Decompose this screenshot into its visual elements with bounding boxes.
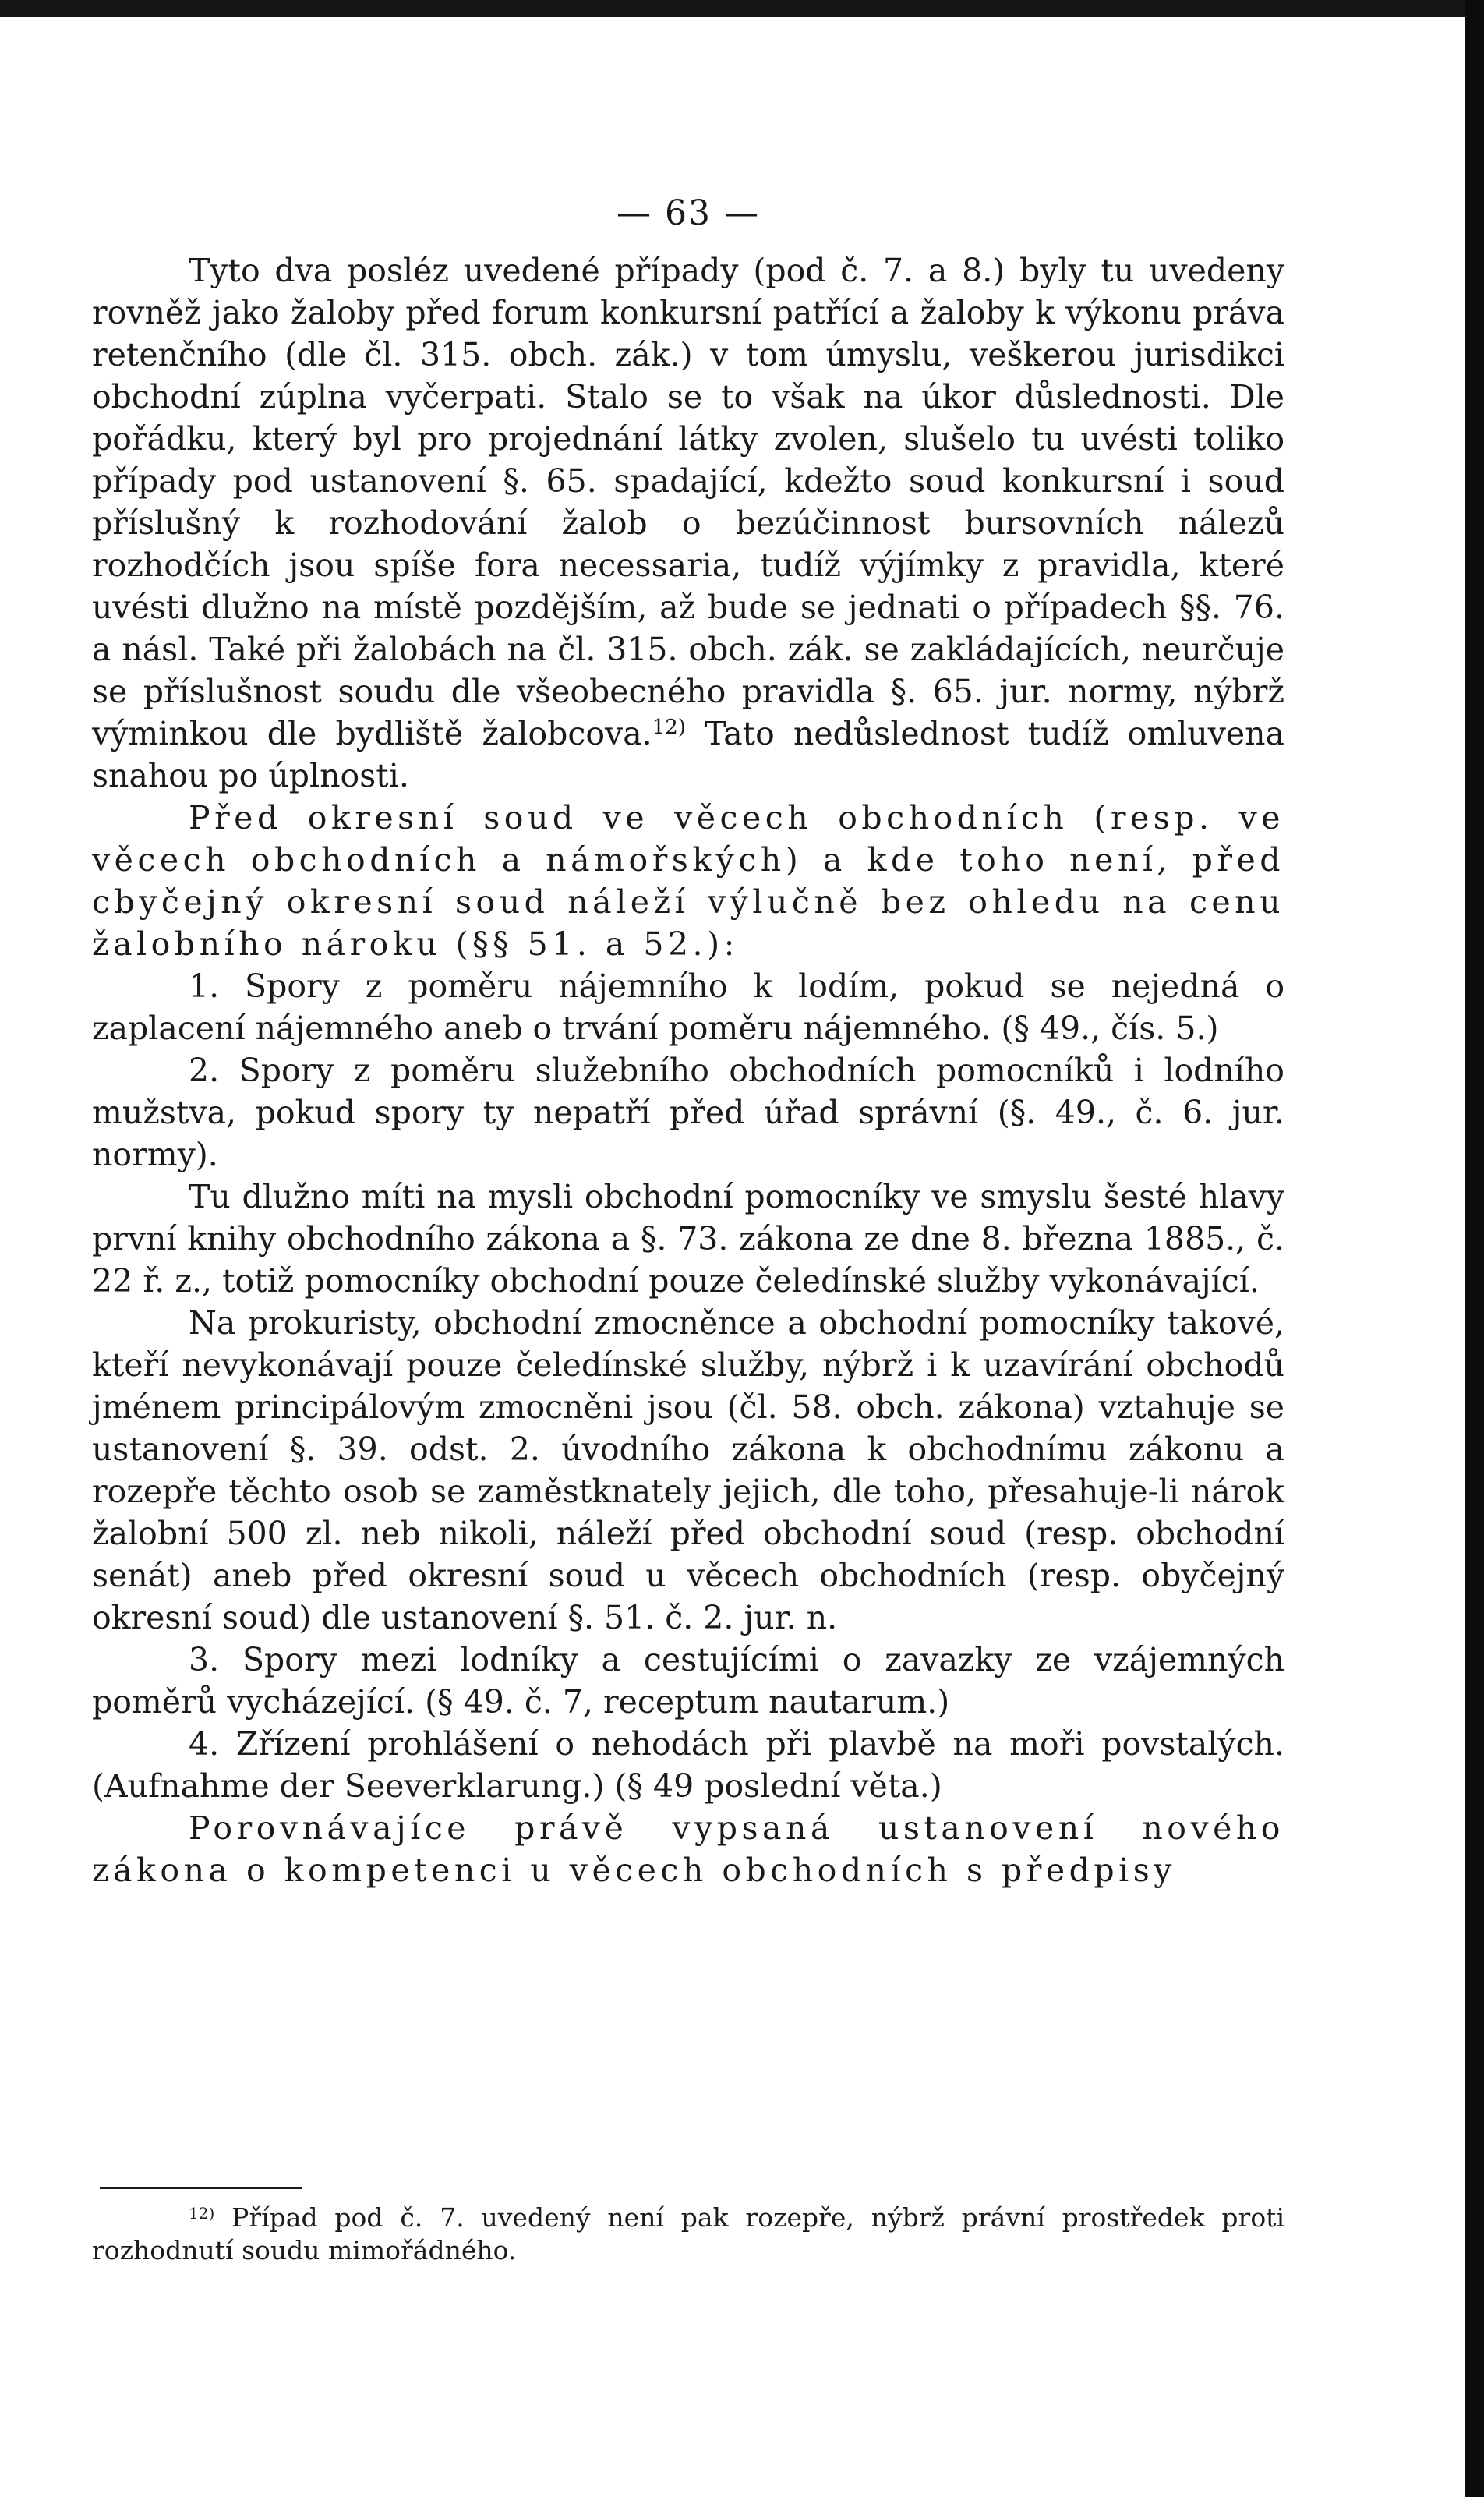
paragraph-8: 4. Zřízení prohlášení o nehodách při plavbě na moři povstalých. (Aufnahme der Seeverklarung.) (§ 49 poslední věta.): [92, 1725, 1284, 1805]
paragraph-7: 3. Spory mezi lodníky a cestujícími o zavazky ze vzájemných poměrů vycházející. (§ 49. č. 7, receptum nautarum.): [92, 1641, 1284, 1721]
paragraph-9: Porovnávajíce právě vypsaná ustanovení nového zákona o kompetenci u věcech obchodních s předpisy: [92, 1809, 1284, 1889]
paragraph-4: 2. Spory z poměru služebního obchodních pomocníků i lodního mužstva, pokud spory ty nepatří před úřad správní (§. 49., č. 6. jur. normy).: [92, 1052, 1284, 1173]
footnote: [92, 2202, 1284, 2267]
page-number: — 63 —: [617, 193, 760, 233]
footnote-reference: 12): [652, 716, 686, 739]
paragraph-1-continuation: Tato nedůslednost tudíž omluvena snahou po úplnosti.: [92, 715, 1284, 794]
paragraph-1-text: Tyto dva posléz uvedené případy (pod č. 7. a 8.) byly tu uvedeny rovněž jako žaloby před forum konkursní patřící a žaloby k výkonu práva retenčního (dle čl. 315. obch. zák.) v tom úmyslu, veškerou jurisdikci obchodní zúplna vyčerpati. Stalo se to však na úkor důslednosti. Dle pořádku, který byl pro projednání látky zvolen, slušelo tu uvésti toliko případy pod ustanovení §. 65. spadající, kdežto soud konkursní i soud příslušný k rozhodování žalob o bezúčinnost bursovních nálezů rozhodčích jsou spíše fora necessaria, tudíž výjímky z pravidla, které uvésti dlužno na místě pozdějším, až bude se jednati o případech §§. 76. a násl. Také při žalobách na čl. 315. obch. zák. se zakládajících, neurčuje se příslušnost soudu dle všeobecného pravidla §. 65. jur. normy, nýbrž výminkou dle bydliště žalobcova.: [92, 252, 1284, 752]
paragraph-6: Na prokuristy, obchodní zmocněnce a obchodní pomocníky takové, kteří nevykonávají pouze čeledínské služby, nýbrž i k uzavírání obchodů jménem principálovým zmocněni jsou (čl. 58. obch. zákona) vztahuje se ustanovení §. 39. odst. 2. úvodního zákona k obchodnímu zákonu a rozepře těchto osob se zaměstknately jejich, dle toho, přesahuje-li nárok žalobní 500 zl. neb nikoli, náleží před obchodní soud (resp. obchodní senát) aneb před okresní soud u věcech obchodních (resp. obyčejný okresní soud) dle ustanovení §. 51. č. 2. jur. n.: [92, 1304, 1284, 1636]
footnote-text: Případ pod č. 7. uvedený není pak rozepře, nýbrž právní prostředek proti rozhodnutí soudu mimořádného.: [92, 2202, 1284, 2265]
body-text: [92, 249, 1284, 1891]
paragraph-3: 1. Spory z poměru nájemního k lodím, pokud se nejedná o zaplacení nájemného aneb o trvání poměru nájemného. (§ 49., čís. 5.): [92, 967, 1284, 1047]
paragraph-1: [92, 249, 1284, 797]
footnote-mark: 12): [189, 2204, 215, 2223]
paragraph-5: Tu dlužno míti na mysli obchodní pomocníky ve smyslu šesté hlavy první knihy obchodního zákona a §. 73. zákona ze dne 8. března 1885., č. 22 ř. z., totiž pomocníky obchodní pouze čeledínské služby vykonávající.: [92, 1178, 1284, 1300]
scan-top-edge: [0, 0, 1465, 17]
paragraph-2: Před okresní soud ve věcech obchodních (resp. ve věcech obchodních a námořských) a kde toho není, před cbyčejný okresní soud náleží výlučně bez ohledu na cenu žalobního nároku (§§ 51. a 52.):: [92, 799, 1284, 963]
footnote-divider: [100, 2187, 302, 2189]
scan-right-edge: [1465, 0, 1484, 2497]
